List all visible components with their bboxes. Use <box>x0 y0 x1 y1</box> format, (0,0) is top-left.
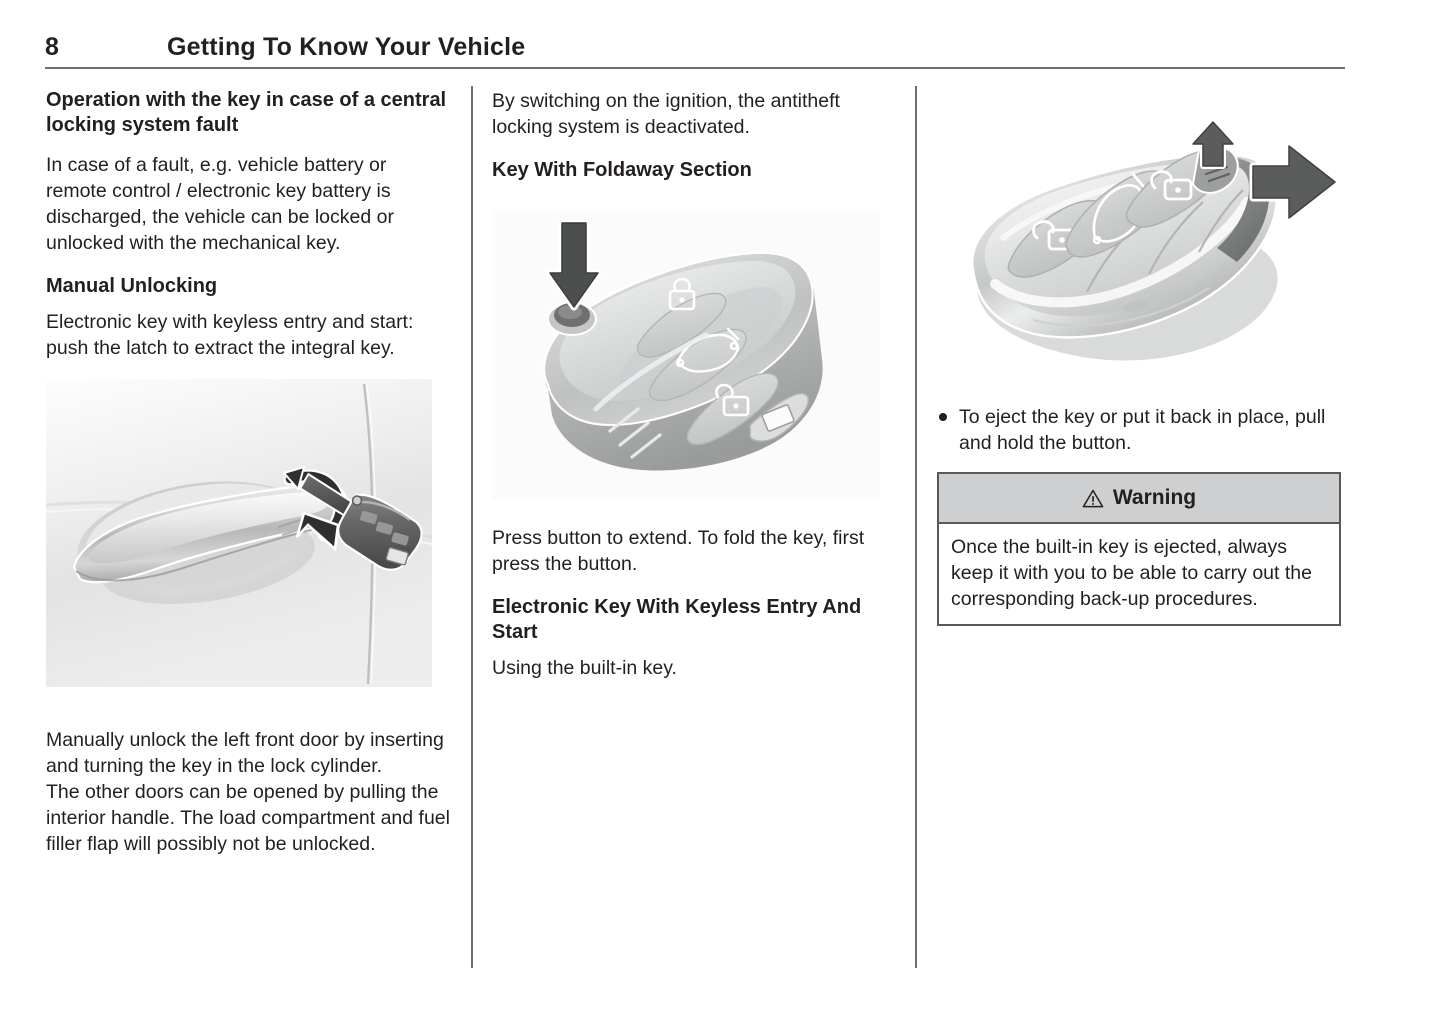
foldaway-key-illustration <box>492 209 880 499</box>
page-header <box>45 32 1345 72</box>
paragraph-ignition-antitheft: By switching on the ignition, the antitheft locking system is deactivated. <box>492 90 840 138</box>
column-divider-1 <box>471 86 473 968</box>
warning-box <box>937 472 1341 626</box>
electronic-smart-key-illustration <box>937 88 1347 388</box>
content-column-3 <box>937 88 1347 626</box>
door-handle-photo <box>46 379 432 687</box>
paragraph-manual-unlock-instruction: Manually unlock the left front door by inserting and turning the key in the lock cylinder. <box>46 729 444 777</box>
warning-title: Warning <box>1112 486 1197 509</box>
paragraph-using-built-in-key: Using the built-in key. <box>492 657 677 679</box>
foldaway-key-figure <box>492 209 880 499</box>
paragraph-fault-description: In case of a fault, e.g. vehicle battery or remote control / electronic key battery is discharged, the vehicle can be locked or unlocked with the mechanical key. <box>46 154 394 254</box>
paragraph-other-doors-instruction: The other doors can be opened by pulling the interior handle. The load compartment and fuel filler flap will possibly not be unlocked. <box>46 781 450 855</box>
bullet-list-eject-key <box>937 404 1347 456</box>
page-number: 8 <box>45 33 60 61</box>
section-heading-manual-unlocking: Manual Unlocking <box>46 275 218 297</box>
bullet-dot-icon <box>939 413 947 421</box>
section-heading-operation-with-key: Operation with the key in case of a central locking system fault <box>46 89 447 136</box>
paragraph-press-button-extend: Press button to extend. To fold the key, first press the button. <box>492 527 865 575</box>
warning-triangle-icon <box>1082 489 1104 508</box>
content-column-2 <box>492 88 902 699</box>
column-divider-2 <box>915 86 917 968</box>
smart-key-figure <box>937 88 1347 388</box>
paragraph-electronic-key-latch: Electronic key with keyless entry and start: push the latch to extract the integral key. <box>46 311 414 359</box>
header-divider-rule <box>45 67 1345 69</box>
content-column-1 <box>46 88 452 857</box>
bullet-text-eject-key: To eject the key or put it back in place, pull and hold the button. <box>959 406 1326 454</box>
section-heading-key-foldaway: Key With Foldaway Section <box>492 159 752 181</box>
door-handle-illustration <box>46 379 432 687</box>
warning-body-text: Once the built-in key is ejected, always keep it with you to be able to carry out the corresponding back-up procedures. <box>951 536 1312 610</box>
section-heading-electronic-key-keyless: Electronic Key With Keyless Entry And Start <box>492 596 862 643</box>
warning-box-header <box>939 474 1339 524</box>
list-item <box>937 404 1347 456</box>
page-title: Getting To Know Your Vehicle <box>167 33 526 61</box>
